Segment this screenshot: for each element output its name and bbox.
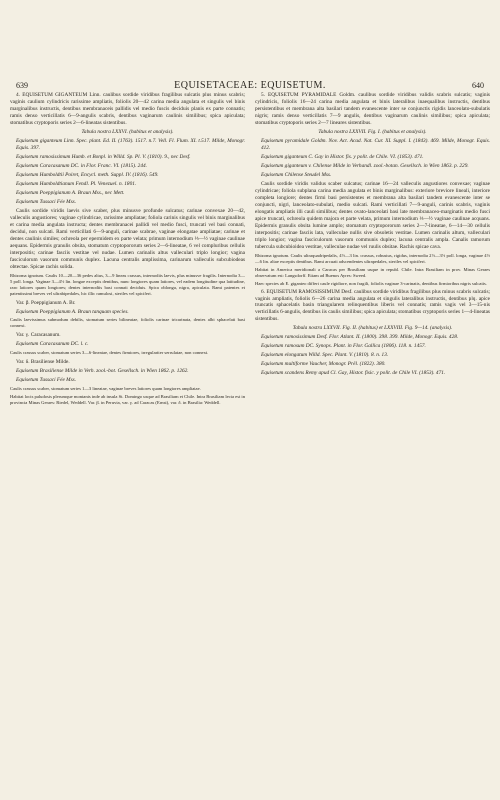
right-paragraph: Haec species ab E. giganteo differt caule rigidiore, non fragili, foliolis vaginae 3-carinatis, dentibus firmioribus nigris sulcatis. (255, 280, 487, 286)
right-page-number: 640 (472, 81, 484, 90)
left-paragraph: Equisetum giganteum Linn. Spec. plant. Ed. II. (1763). 1517. n.7. Vell. Fl. Flum. XI. t.517. Milde, Monogr. Equis. 397. (16, 137, 245, 151)
right-paragraph: Equisetum elongatum Willd. Spec. Plant. V. (1810). 8. n. 13. (261, 352, 389, 359)
right-paragraph: Tabula nostra LXXVII. Fig. II. (habitus) et LXXVIII. Fig. 9—14. (analysis). (292, 325, 453, 332)
right-paragraph: Tabula nostra LXXVII. Fig. I. (habitus et analysis). (318, 128, 427, 135)
right-paragraph: 5. EQUISETUM PYRAMIDALE Goldm. caulibus sordide viridibus validis scabris sulcatis; vaginis cylindricis, foliolis 16—24 carina media angulata et binis lateralibus inaequalibus instructis, dentibus persistentibus et membrana alta basilari tandem evanescente inter se conjunctis rigidis lanceolato-subulatis nigris; ramis denso verticillatis 7—9 angulis, dentibus vaginarum caulinis similibus; spica apiculata; stomatibus cryptoporis series 2—7 lineares sistentibus. (255, 92, 490, 126)
running-title: EQUISETACEAE: EQUISETUM. (174, 80, 326, 91)
left-paragraph: Var. β. Poeppigianum A. Br. (16, 299, 76, 306)
left-paragraph: Caulis laevissimus submodum debilis, stomatum series bilineatae, foliolis carinae tricarinata, dentes albi sphacelati basi connexi. (10, 317, 245, 329)
right-paragraph: Equisetum ramosum DC. Synops. Plant. in Flor. Gallica (1806). 118. n. 1457. (261, 343, 426, 350)
right-paragraph: Equisetum scandens Remy apud Cl. Gay, Histor. fisic. y polit. de Chile VI. (1853). 471. (261, 370, 446, 377)
left-paragraph: Var. δ. Brasiliense Milde. (16, 359, 70, 366)
left-paragraph: Habitat locis paludosis plerumque montanis inde ab insula St. Domingo usque ad Brasiliam et Chile. Intra Brasiliam lecta est in provincia Minas Geraes: Riedel, Weddell. Var. β. in Peruvia, var. γ. ad Caracas (Ernst), var. δ. in Brasilia: Weddell. (10, 394, 245, 406)
right-paragraph: Rhizoma ignotum. Caulis ultraquadripedalis, 4½—3 lin. crassus, robustus, rigidus, internodia 2½—3½ poll. longa, vaginae 4½—6 lin. altae exceptis dentibus. Rami arcuati adscendentes ultrapedales, steriles vel spiciferi. (255, 252, 490, 264)
left-paragraph: Equisetum Tussaci Fée Mss. (16, 198, 77, 205)
right-paragraph: Equisetum Chilense Steudel Mss. (261, 171, 332, 178)
left-paragraph: Equisetum ramosissimum Humb. et Bonpl. in Willd. Sp. Pl. V. (1810). 9., nec Desf. (16, 153, 191, 160)
left-paragraph: Caulis crassus scaber, stomatum series 3—6-lineatae, dentes firmiores, irregulariter serrulatae, non connexi. (10, 350, 209, 356)
left-paragraph: Var. γ. Caracasanum. (16, 332, 61, 339)
right-paragraph: Equisetum giganteum v. Chilense Milde in Verhandl. zool.-botan. Gesellsch. in Wien 1863. p. 229. (261, 162, 469, 169)
text-columns (10, 92, 490, 780)
left-paragraph: Equisetum Humboldtii Poiret, Encycl. meth. Suppl. IV. (1816). 549. (16, 171, 159, 178)
left-paragraph: Tabula nostra LXXVI. (habitus et analysis). (81, 128, 174, 135)
left-paragraph: Caulis crassus scaber, stomatum series 1—3 lineatae, vaginae breves latiores quam longiores ampliatae. (10, 386, 201, 392)
left-paragraph: Rhizoma ignotum. Caulis 10—20—36 pedes altus, 3—9 lineas crassus, internodiis laevis, plus minusve fragilis. Internodia 3—5 poll. longa. Vaginae 3—4½ lin. longae exceptis dentibus, nunc longiores quam latiores, vel eadem longitudine qua latitudine, raro latiores quam longiores; dentes internodiis basi connati deciduis. Spica oblonga, nigra, apiculata. Rami patentes et patentissimi breves vel ultrabipedales, hic illic ramulosi, steriles vel spiciferi. (10, 272, 245, 296)
right-paragraph: 6. EQUISETUM RAMOSISSIMUM Desf. caulibus sordide viridibus fragilibus plus minus scabris sulcatis; vaginis ampliatis, foliolis 6—26 carina media angulata et singulis lateralibus instructis, dentibus plq. apice truncatis sphacelatis basin triangularem relinquentibus liberis vel connatis; ramis vagis vel 3—15-nis verticillatis 6-angulis, dentibus iis caulis similibus; spica apiculata; stomatibus cryptoporis series 1—4-lineatas sistentibus. (255, 288, 490, 323)
right-paragraph: Caulis sordide viridis validus scaber sulcatus; carinae 16—24 valleculis angustiores convexae; vaginae cylindricae; foliola subplana carina media angulata et binis marginalibus: exteriore breviore lineali, interiore completa longiore; dentes firmi basi persistentes et membrana alta basilari tandem evanescente inter se conjuncti, nigri, lanceolato-subulati, medio sulcati. Rami verticillati 7—9-anguli, carinis scabris, vaginis elongatis ampliatis illi cauli similibus; dentes ovato-lanceolati basi late membranaceo-marginatis medio fusci apice truncati, ochreola quidem majora et parte velata, primum internodium ⅓—½ vaginae caulinae acquans. Epidermis granulis obsita lumine amplo; stomatum cryptopororum series 2—7-lineatae, 6—14—30 cellulis interpositis; carinae fasciis lata, valleculae nullis sive obsoletis vestitae. Lumen carinalis altum, valleculari triplo longior; vagina fasciculorum vasorum communis duplex; lacuna centralis ampla. Canalis ramorum tubercula subcubioidea vestitae, valleculae nudae vel ruulis obsitae. Rachis spicae cava. (255, 180, 490, 250)
left-paragraph: Equisetum Poeppigianum A. Braun tanquam species. (16, 308, 129, 315)
left-paragraph: Equisetum Caracasanum DC. in Flor. Franc. VI. (1815). 244. (16, 162, 147, 169)
left-paragraph: 4. EQUISETUM GIGANTEUM Linn. caulibus sordide viridibus fragilibus sulcatis plus minus scabris; vaginis caulium cylindricis rarissime ampliatis, foliolis 20—42 carina media angulata et singulis vel binis marginalibus instructis, dentibus membranaceis pallidis vel medio fuscis deciduis planis ex parte connatis; ramis denso verticillatis 6—9-angulis scabris, dentibus vaginarum caulinis similibus; spica apiculata; stomatibus cryptoporis series 2—6-lineatas sistentibus. (10, 92, 245, 126)
right-paragraph: Equisetum pyramidale Goldm. Nov. Act. Acad. Nat. Cur. XI. Suppl. I. (1843). 469. Milde, Monogr. Equis. 412. (261, 137, 490, 151)
running-header (10, 80, 490, 91)
left-paragraph: Equisetum Brasiliense Milde in Verh. zool.-bot. Gesellsch. in Wien 1862. p. 1262. (16, 368, 189, 375)
right-paragraph: Equisetum giganteum C. Gay in Histor. fis. y polit. de Chile. VI. (1853). 471. (261, 153, 424, 160)
left-paragraph: Equisetum Humboldtianum Fendl. Pl. Venezuel. n. 1801. (16, 180, 137, 187)
left-paragraph: Caulis sordide viridis laevis sive scaber, plus minusve profunde sulcatus; carinae convexae 20—42, valleculis angustiores; vaginae cylindricae, rarissime ampliatae; foliola carinis singulis vel binis marginalibus et carina media angulata instructa; dentes membranacei pallidi vel medio fusci, truncati vel basi connati, decidui, non sulcati. Rami verticillati 6—9-anguli, carinae scabrae, vaginae elongatae ampliatae; carinae et dentes caulinis similes; ochreola per epermidem ex parte velata; primum internodium ⅓—½ vaginae caulinae aequans. Epidermis granulis obsita, stomatum cryptopororum series 2—6-lineatae, 6 vel compluribus cellulis interpositis; carinae fasciis vestitae vel nudae. Lumen carinalis altus valleculari triplo longior; vagina fasciculorum vasorum communis duplex. Lacuna centralis amplissima, carinarum valleculis subcubiodeas obtectae. Spicae rachis solida. (10, 207, 245, 270)
left-paragraph: Equisetum Poeppigianum A. Braun Mss., nec Mett. (16, 189, 125, 196)
left-paragraph: Equisetum Tussaci Fée Mss. (16, 377, 77, 384)
right-paragraph: Equisetum multiforme Vaucher, Monogr. Prêl. (1822). 380. (261, 361, 386, 368)
right-paragraph: Habitat in America meridionali a Caracas per Brasiliam usque in republ. Chile. Intra Brasiliam in prov. Minas Geraes observatum est: Langsdorff. Etiam ad Buenos Ayres: Sweed. (255, 266, 490, 278)
right-column (255, 92, 490, 780)
left-paragraph: Equisetum Caracasanum DC. l. c. (16, 341, 89, 348)
left-page-number: 639 (16, 81, 28, 90)
right-paragraph: Equisetum ramosissimum Desf. Flor. Atlant. II. (1800). 398. 399. Milde, Monogr. Equis. 428. (261, 334, 459, 341)
left-column (10, 92, 245, 780)
